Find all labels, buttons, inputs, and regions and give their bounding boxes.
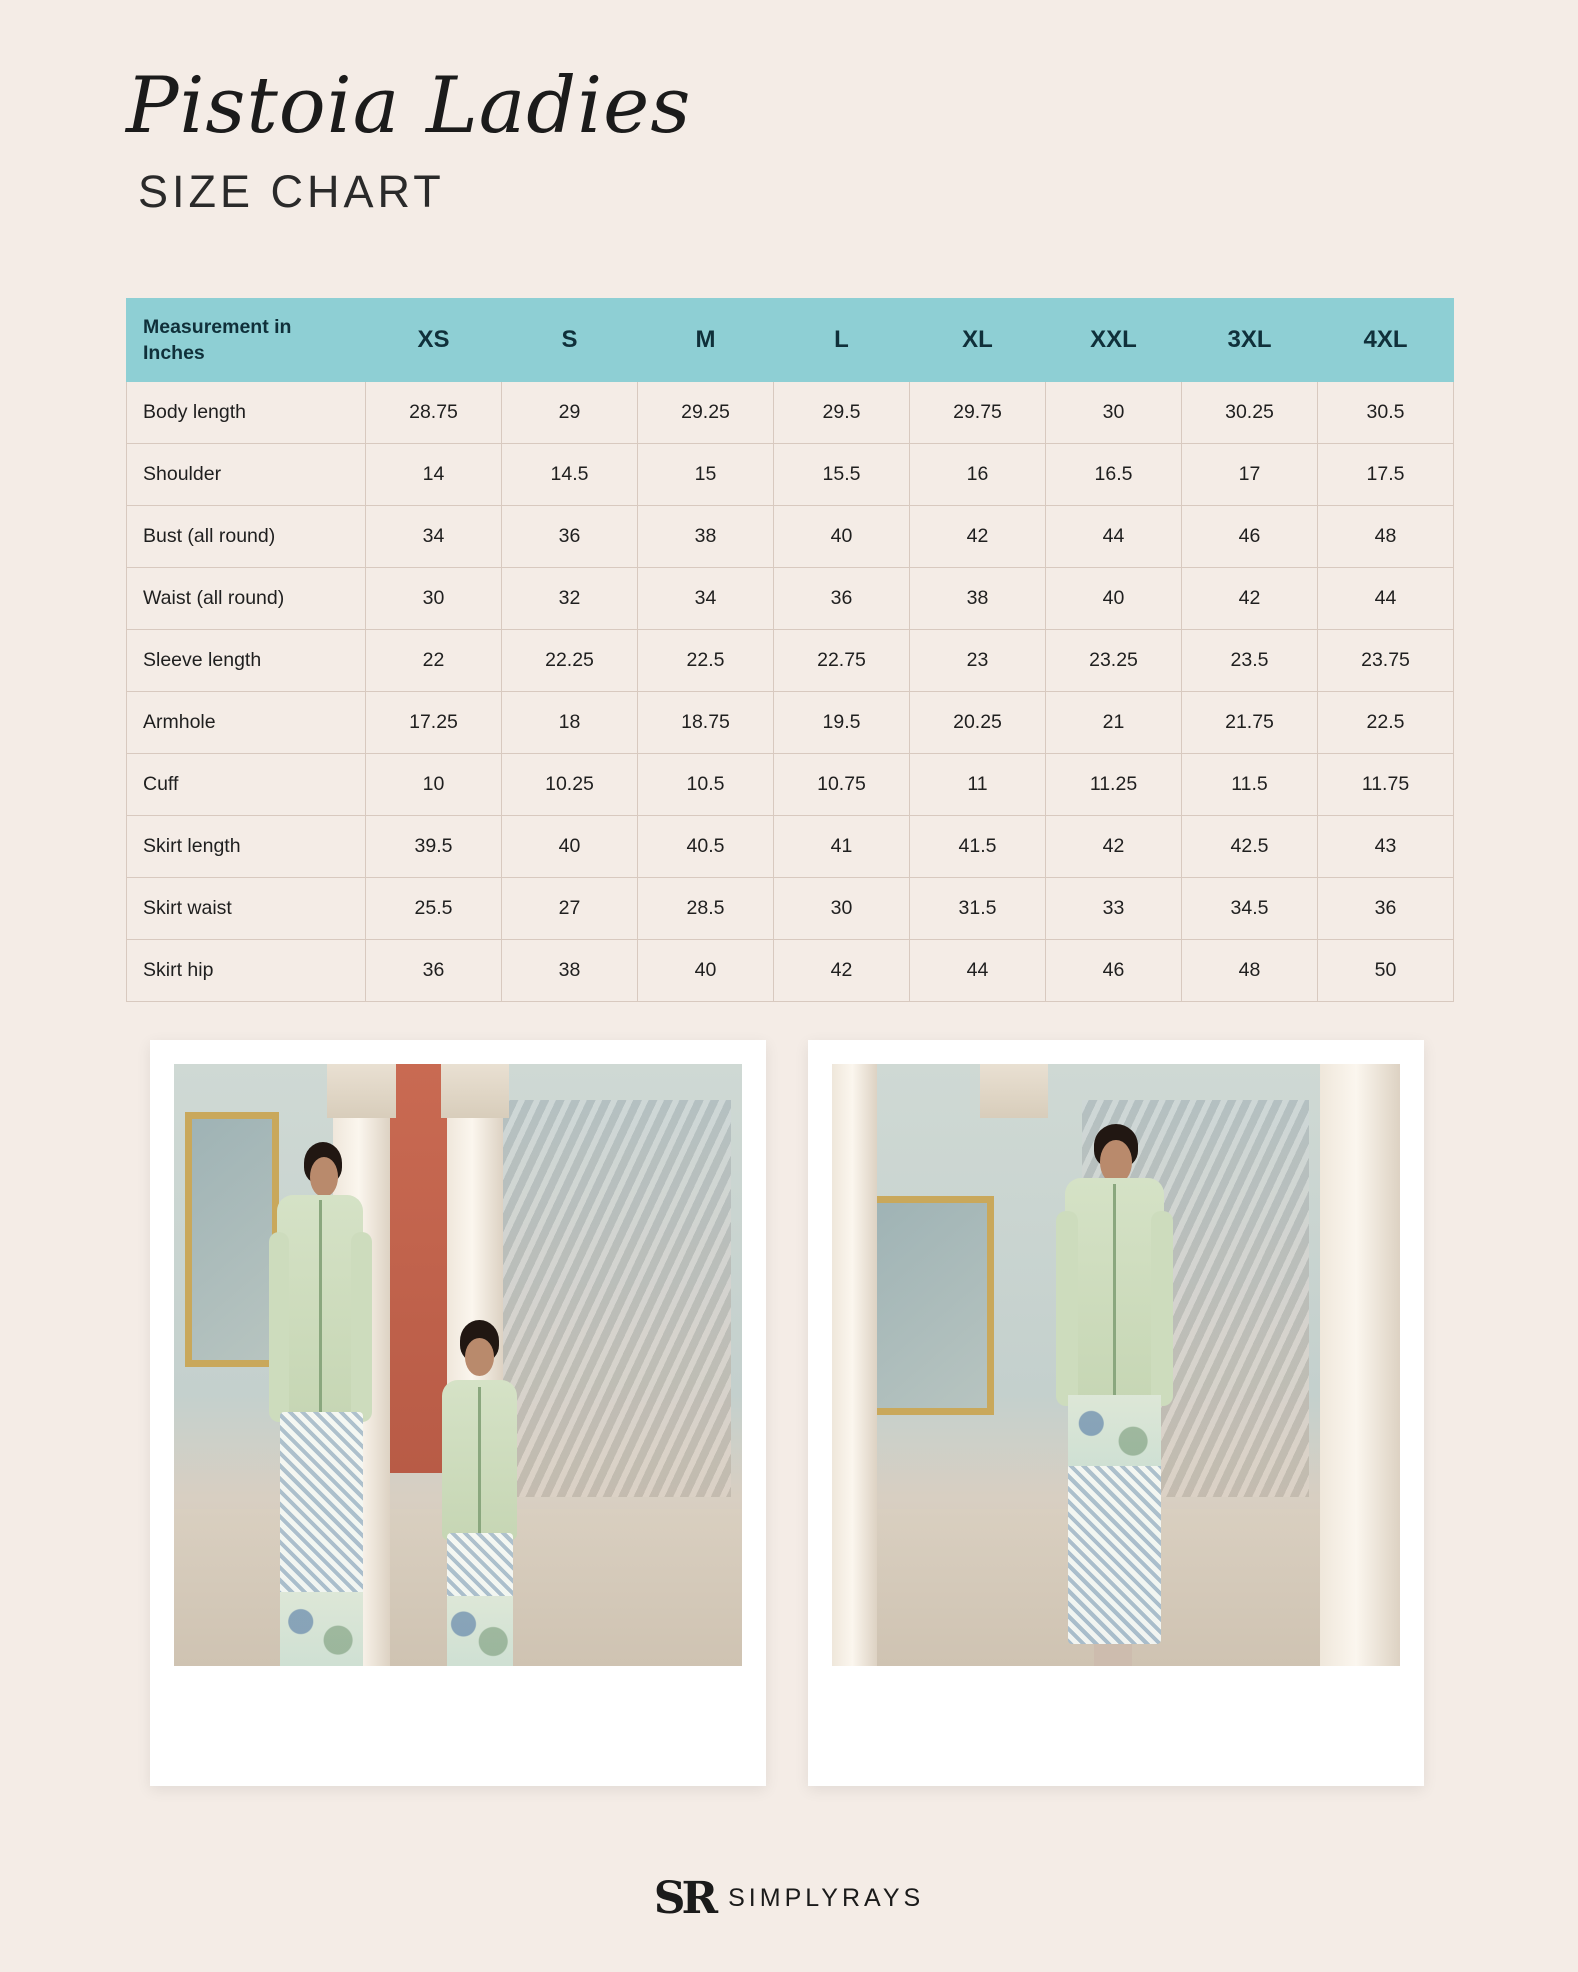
table-row <box>127 506 1454 568</box>
figure-girl <box>424 1317 538 1666</box>
arm <box>351 1232 372 1423</box>
cell: 17 <box>1182 444 1318 506</box>
table-corner-label: Measurement in Inches <box>127 299 366 382</box>
photo-card-left <box>150 1040 766 1786</box>
cell: 29.75 <box>910 382 1046 444</box>
cell: 36 <box>1318 878 1454 940</box>
cell: 22 <box>366 630 502 692</box>
cell: 32 <box>502 568 638 630</box>
cell: 11 <box>910 754 1046 816</box>
scalloped-trim <box>478 1387 481 1534</box>
cell: 38 <box>638 506 774 568</box>
cell: 40 <box>774 506 910 568</box>
column-header-l: L <box>774 299 910 382</box>
cell: 33 <box>1046 878 1182 940</box>
gold-console-frame <box>866 1196 994 1415</box>
page-title: Pistoia Ladies <box>126 61 692 151</box>
cell: 27 <box>502 878 638 940</box>
table-body <box>127 382 1454 1002</box>
cell: 21 <box>1046 692 1182 754</box>
cell: 34 <box>638 568 774 630</box>
table-row <box>127 692 1454 754</box>
table-row <box>127 630 1454 692</box>
cell: 41 <box>774 816 910 878</box>
cell: 22.75 <box>774 630 910 692</box>
figure-woman <box>1036 1124 1195 1666</box>
photo-gallery <box>150 1040 1430 1786</box>
cell: 14.5 <box>502 444 638 506</box>
cell: 23.75 <box>1318 630 1454 692</box>
cell: 40 <box>502 816 638 878</box>
table-header <box>127 299 1454 382</box>
floral-hem <box>280 1592 363 1666</box>
cell: 16 <box>910 444 1046 506</box>
size-chart-table-container <box>126 298 1454 1002</box>
cell: 19.5 <box>774 692 910 754</box>
architectural-column <box>1320 1064 1400 1666</box>
brand-name: SIMPLYRAYS <box>728 1884 925 1912</box>
cell: 18.75 <box>638 692 774 754</box>
photo-card-right <box>808 1040 1424 1786</box>
cell: 29.25 <box>638 382 774 444</box>
cell: 30.5 <box>1318 382 1454 444</box>
cell: 14 <box>366 444 502 506</box>
cell: 42 <box>774 940 910 1002</box>
table-header-row <box>127 299 1454 382</box>
column-header-xl: XL <box>910 299 1046 382</box>
cell: 44 <box>1318 568 1454 630</box>
column-header-xs: XS <box>366 299 502 382</box>
row-label: Body length <box>127 382 366 444</box>
row-label: Skirt hip <box>127 940 366 1002</box>
cell: 10.5 <box>638 754 774 816</box>
table-row <box>127 444 1454 506</box>
cell: 30 <box>1046 382 1182 444</box>
cell: 34.5 <box>1182 878 1318 940</box>
head <box>465 1338 495 1376</box>
row-label: Sleeve length <box>127 630 366 692</box>
column-header-4xl: 4XL <box>1318 299 1454 382</box>
cell: 10.25 <box>502 754 638 816</box>
cell: 30 <box>774 878 910 940</box>
scalloped-trim <box>1113 1184 1116 1401</box>
cell: 29.5 <box>774 382 910 444</box>
cell: 36 <box>774 568 910 630</box>
cell: 22.25 <box>502 630 638 692</box>
architectural-column <box>832 1064 877 1666</box>
cell: 50 <box>1318 940 1454 1002</box>
column-header-m: M <box>638 299 774 382</box>
cell: 40 <box>1046 568 1182 630</box>
cell: 38 <box>910 568 1046 630</box>
column-capital <box>980 1064 1048 1118</box>
row-label: Skirt length <box>127 816 366 878</box>
cell: 11.75 <box>1318 754 1454 816</box>
row-label: Waist (all round) <box>127 568 366 630</box>
table-row <box>127 568 1454 630</box>
cell: 46 <box>1182 506 1318 568</box>
row-label: Skirt waist <box>127 878 366 940</box>
cell: 23 <box>910 630 1046 692</box>
cell: 10 <box>366 754 502 816</box>
cell: 44 <box>1046 506 1182 568</box>
cell: 15.5 <box>774 444 910 506</box>
arm <box>1151 1211 1173 1406</box>
head <box>310 1157 338 1197</box>
cell: 44 <box>910 940 1046 1002</box>
brand-logo-icon: SR <box>653 1873 715 1924</box>
cell: 21.75 <box>1182 692 1318 754</box>
row-label: Bust (all round) <box>127 506 366 568</box>
cell: 42.5 <box>1182 816 1318 878</box>
cell: 30.25 <box>1182 382 1318 444</box>
cell: 10.75 <box>774 754 910 816</box>
size-chart-table <box>126 298 1454 1002</box>
cell: 40 <box>638 940 774 1002</box>
cell: 41.5 <box>910 816 1046 878</box>
cell: 42 <box>910 506 1046 568</box>
cell: 23.5 <box>1182 630 1318 692</box>
column-header-3xl: 3XL <box>1182 299 1318 382</box>
product-photo-mother-and-daughter <box>174 1064 742 1666</box>
scalloped-trim <box>319 1200 322 1412</box>
cell: 17.25 <box>366 692 502 754</box>
cell: 48 <box>1318 506 1454 568</box>
cell: 23.25 <box>1046 630 1182 692</box>
row-label: Shoulder <box>127 444 366 506</box>
product-photo-woman <box>832 1064 1400 1666</box>
cell: 39.5 <box>366 816 502 878</box>
head <box>1100 1140 1132 1183</box>
table-row <box>127 754 1454 816</box>
row-label: Armhole <box>127 692 366 754</box>
cell: 40.5 <box>638 816 774 878</box>
column-capital <box>327 1064 395 1118</box>
arm <box>1056 1211 1078 1406</box>
table-row <box>127 878 1454 940</box>
cell: 22.5 <box>638 630 774 692</box>
cell: 25.5 <box>366 878 502 940</box>
cell: 36 <box>502 506 638 568</box>
cell: 20.25 <box>910 692 1046 754</box>
cell: 11.25 <box>1046 754 1182 816</box>
cell: 22.5 <box>1318 692 1454 754</box>
cell: 28.75 <box>366 382 502 444</box>
cell: 36 <box>366 940 502 1002</box>
cell: 42 <box>1182 568 1318 630</box>
floral-hem <box>447 1596 513 1666</box>
row-label: Cuff <box>127 754 366 816</box>
floral-hem <box>1068 1395 1160 1465</box>
page-subtitle: SIZE CHART <box>138 165 445 217</box>
page-header <box>126 61 1026 218</box>
cell: 42 <box>1046 816 1182 878</box>
cell: 18 <box>502 692 638 754</box>
table-row <box>127 382 1454 444</box>
cell: 31.5 <box>910 878 1046 940</box>
cell: 43 <box>1318 816 1454 878</box>
cell: 28.5 <box>638 878 774 940</box>
cell: 30 <box>366 568 502 630</box>
figure-woman <box>248 1136 396 1666</box>
column-header-xxl: XXL <box>1046 299 1182 382</box>
column-header-s: S <box>502 299 638 382</box>
arm <box>269 1232 290 1423</box>
cell: 16.5 <box>1046 444 1182 506</box>
cell: 46 <box>1046 940 1182 1002</box>
cell: 11.5 <box>1182 754 1318 816</box>
table-row <box>127 816 1454 878</box>
column-capital <box>441 1064 509 1118</box>
table-row <box>127 940 1454 1002</box>
cell: 48 <box>1182 940 1318 1002</box>
cell: 17.5 <box>1318 444 1454 506</box>
cell: 38 <box>502 940 638 1002</box>
cell: 34 <box>366 506 502 568</box>
foot <box>1094 1644 1132 1666</box>
fresco-panel <box>503 1100 730 1497</box>
brand-footer <box>0 1873 1578 1924</box>
cell: 29 <box>502 382 638 444</box>
cell: 15 <box>638 444 774 506</box>
